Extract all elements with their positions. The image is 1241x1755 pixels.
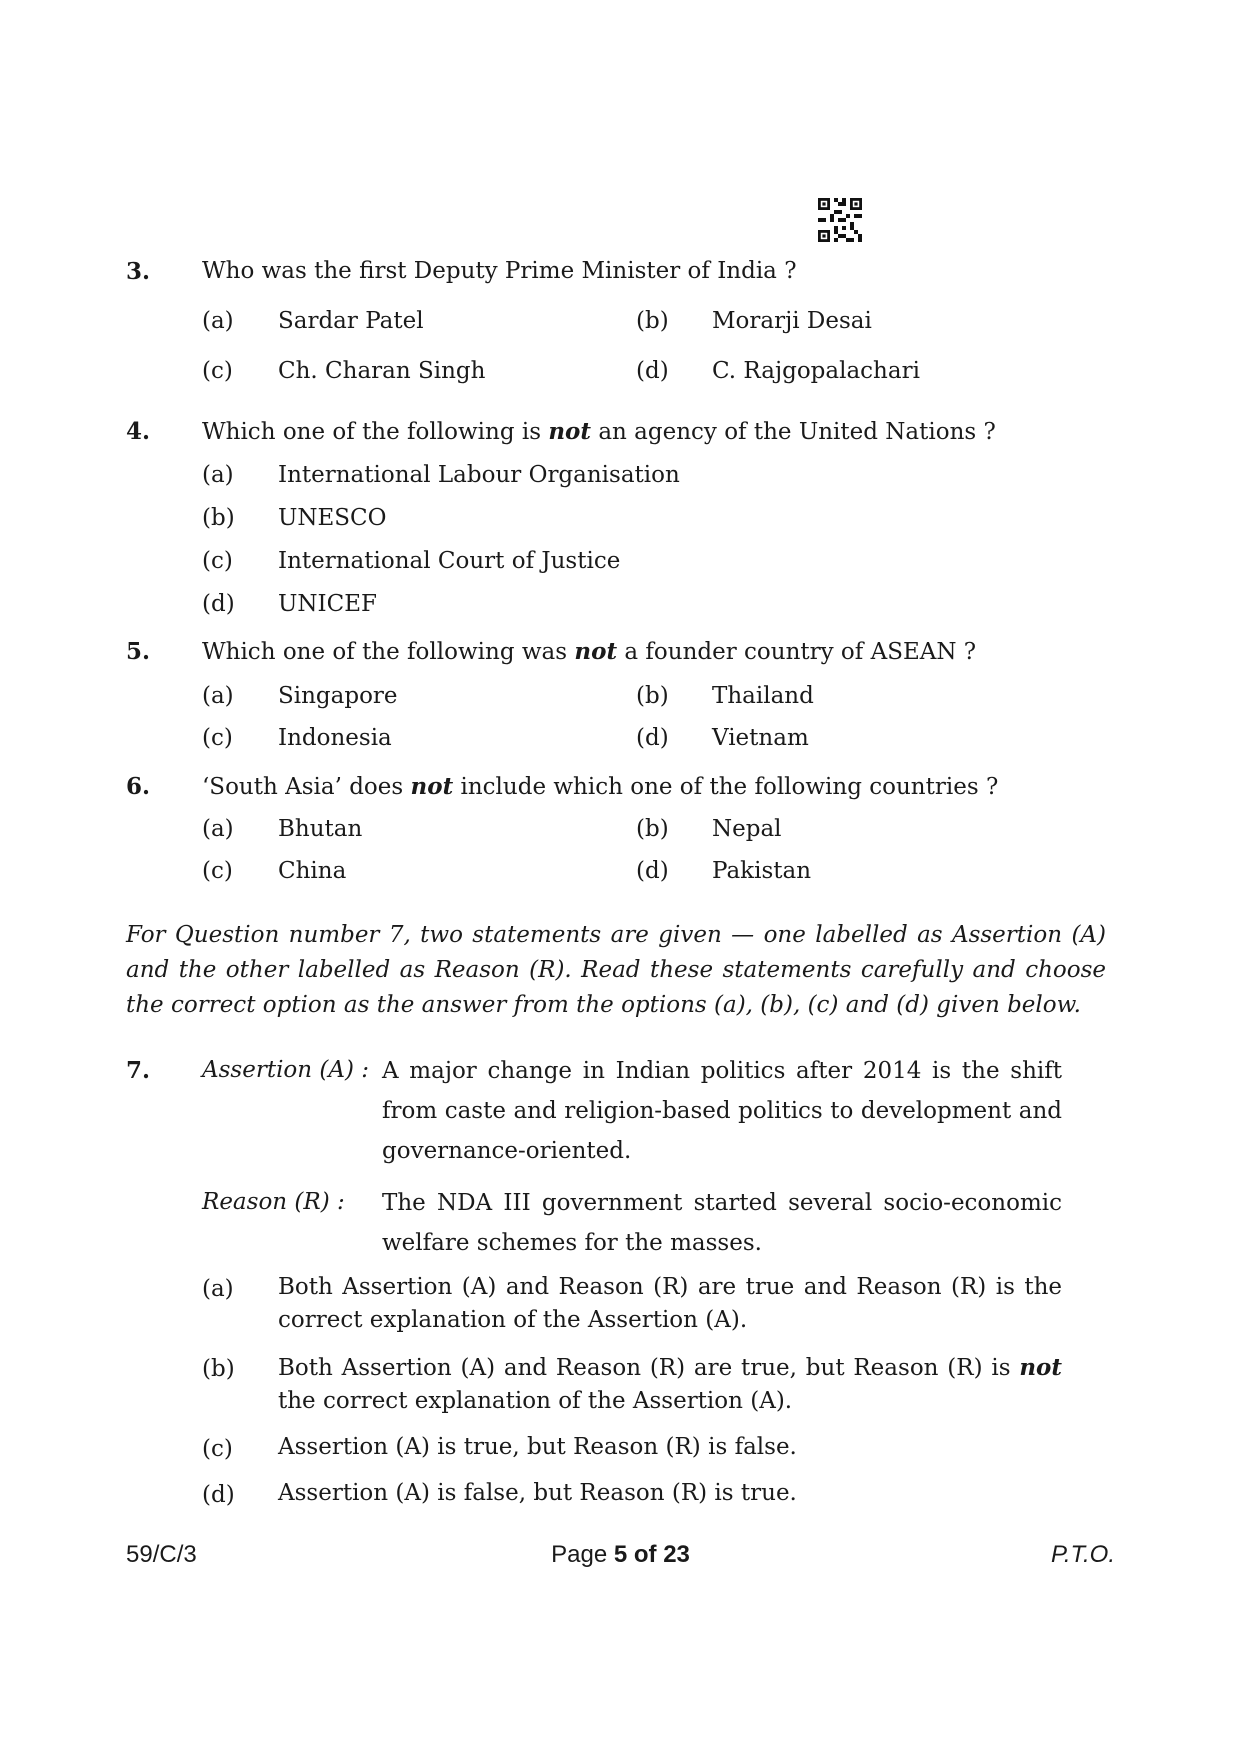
emphasis-not: not bbox=[410, 773, 454, 800]
option-text: China bbox=[278, 858, 347, 884]
option-text: Morarji Desai bbox=[712, 308, 872, 334]
option-label: (b) bbox=[202, 1356, 235, 1382]
option-label: (c) bbox=[202, 548, 233, 574]
option-text: International Labour Organisation bbox=[278, 462, 680, 488]
option-label: (a) bbox=[202, 816, 234, 842]
question-stem: Which one of the following was not a founder country of ASEAN ? bbox=[202, 638, 977, 665]
option-text: Sardar Patel bbox=[278, 308, 424, 334]
option-text: Indonesia bbox=[278, 725, 392, 751]
page-number: Page 5 of 23 bbox=[551, 1541, 690, 1568]
option-label: (d) bbox=[636, 358, 669, 384]
paper-code: 59/C/3 bbox=[126, 1541, 197, 1568]
question-stem: Which one of the following is not an agency of the United Nations ? bbox=[202, 418, 996, 445]
option-label: (d) bbox=[202, 1482, 235, 1508]
reason-label: Reason (R) : bbox=[202, 1189, 345, 1215]
option-text: C. Rajgopalachari bbox=[712, 358, 920, 384]
option-label: (b) bbox=[636, 816, 669, 842]
question-number: 5. bbox=[126, 638, 151, 665]
qr-code-icon bbox=[818, 198, 862, 242]
option-text: Bhutan bbox=[278, 816, 363, 842]
option-text: Assertion (A) is false, but Reason (R) is true. bbox=[278, 1480, 797, 1506]
option-label: (b) bbox=[636, 683, 669, 709]
option-text: Assertion (A) is true, but Reason (R) is false. bbox=[278, 1434, 797, 1460]
option-text: Ch. Charan Singh bbox=[278, 358, 486, 384]
question-number: 6. bbox=[126, 773, 151, 800]
option-label: (d) bbox=[636, 725, 669, 751]
question-stem: ‘South Asia’ does not include which one of the following countries ? bbox=[202, 773, 999, 800]
option-label: (b) bbox=[636, 308, 669, 334]
option-text: UNESCO bbox=[278, 505, 387, 531]
option-text: Pakistan bbox=[712, 858, 812, 884]
option-label: (d) bbox=[202, 591, 235, 617]
option-label: (c) bbox=[202, 1436, 233, 1462]
option-label: (c) bbox=[202, 358, 233, 384]
option-text: International Court of Justice bbox=[278, 548, 621, 574]
reason-text: The NDA III government started several socio-economic welfare schemes for the masses. bbox=[382, 1190, 1062, 1256]
question-number: 7. bbox=[126, 1057, 151, 1084]
option-text: UNICEF bbox=[278, 591, 377, 617]
question-number: 4. bbox=[126, 418, 151, 445]
instruction-text: For Question number 7, two statements are given — one labelled as Assertion (A) and the other labelled as Reason (R). Read these statements carefully and choose the correct option as the answer from the options (a), (b), (c) and (d) given below. bbox=[126, 922, 1106, 1018]
emphasis-not: not bbox=[574, 638, 618, 665]
option-text: Both Assertion (A) and Reason (R) are true, but Reason (R) is not the correct explanation of the Assertion (A). bbox=[278, 1354, 1062, 1414]
option-label: (a) bbox=[202, 683, 234, 709]
option-label: (a) bbox=[202, 462, 234, 488]
question-stem: Who was the first Deputy Prime Minister of India ? bbox=[202, 258, 797, 284]
question-number: 3. bbox=[126, 258, 151, 285]
pto-label: P.T.O. bbox=[1050, 1541, 1115, 1568]
emphasis-not: not bbox=[548, 418, 592, 445]
option-text: Vietnam bbox=[712, 725, 809, 751]
option-label: (c) bbox=[202, 725, 233, 751]
option-label: (b) bbox=[202, 505, 235, 531]
option-text: Nepal bbox=[712, 816, 782, 842]
option-label: (d) bbox=[636, 858, 669, 884]
option-label: (c) bbox=[202, 858, 233, 884]
option-label: (a) bbox=[202, 308, 234, 334]
assertion-label: Assertion (A) : bbox=[202, 1057, 370, 1083]
assertion-text: A major change in Indian politics after 2014 is the shift from caste and religion-based politics to development and governance-oriented. bbox=[382, 1058, 1062, 1164]
option-text: Singapore bbox=[278, 683, 398, 709]
option-text: Both Assertion (A) and Reason (R) are true and Reason (R) is the correct explanation of the Assertion (A). bbox=[278, 1274, 1062, 1333]
emphasis-not: not bbox=[1019, 1354, 1062, 1381]
option-text: Thailand bbox=[712, 683, 814, 709]
option-label: (a) bbox=[202, 1276, 234, 1302]
